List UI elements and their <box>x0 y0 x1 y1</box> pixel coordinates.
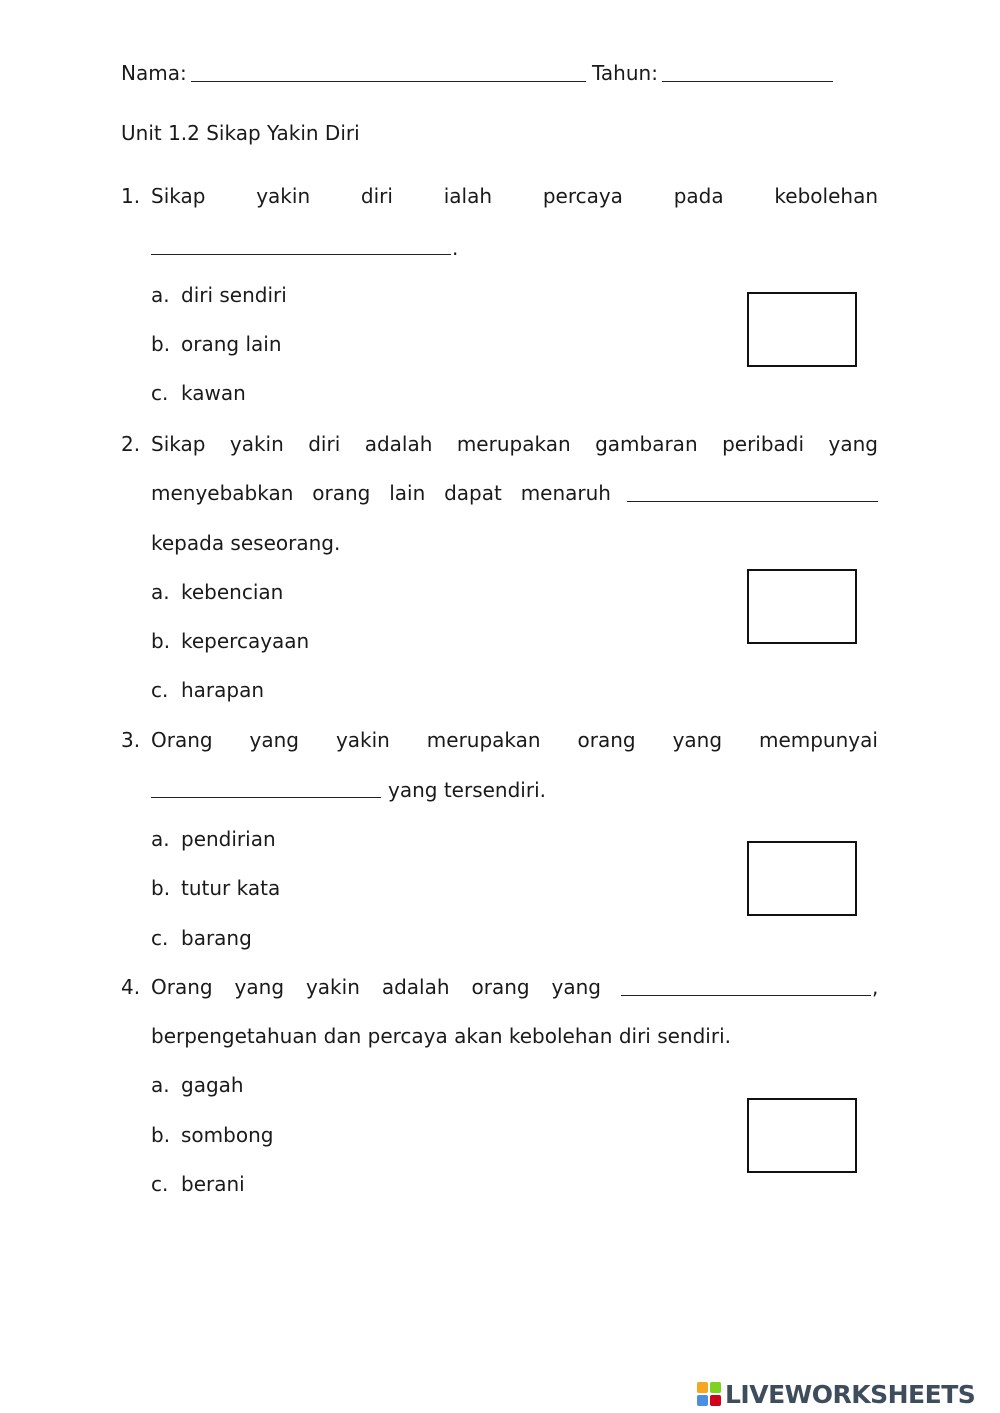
word: yang <box>672 728 723 752</box>
word: diri <box>308 432 341 456</box>
option-a: a. kebencian <box>151 580 284 604</box>
word: yakin <box>256 184 311 208</box>
name-label: Nama: <box>121 61 187 85</box>
question-4-punctuation: , <box>872 975 879 999</box>
option-b: b. kepercayaan <box>151 629 310 653</box>
word: gambaran <box>595 432 698 456</box>
question-number: 2. <box>121 432 141 456</box>
word: pada <box>673 184 724 208</box>
option-c: c. harapan <box>151 678 265 702</box>
answer-box-4[interactable] <box>747 1098 857 1173</box>
word: yang <box>828 432 878 456</box>
word: yang <box>234 975 285 999</box>
question-4-line-2: berpengetahuan dan percaya akan kebolehan diri sendiri. <box>151 1024 731 1048</box>
answer-blank-1[interactable] <box>151 254 451 255</box>
word: percaya <box>542 184 623 208</box>
answer-blank-3[interactable] <box>151 797 381 798</box>
answer-box-1[interactable] <box>747 292 857 367</box>
word: diri <box>360 184 393 208</box>
option-b: b. sombong <box>151 1123 274 1147</box>
word: adalah <box>364 432 433 456</box>
word: Sikap <box>151 432 206 456</box>
word: merupakan <box>456 432 571 456</box>
option-c: c. berani <box>151 1172 245 1196</box>
question-number: 1. <box>121 184 141 208</box>
option-c: c. kawan <box>151 381 246 405</box>
answer-blank-2[interactable] <box>627 501 878 502</box>
answer-box-2[interactable] <box>747 569 857 644</box>
question-2-line-1 <box>151 432 878 456</box>
word: orang <box>312 481 371 505</box>
word: adalah <box>381 975 450 999</box>
liveworksheets-logo-icon <box>697 1382 721 1406</box>
liveworksheets-logo-text: LIVEWORKSHEETS <box>725 1379 976 1409</box>
unit-title: Unit 1.2 Sikap Yakin Diri <box>121 121 360 145</box>
word: menaruh <box>520 481 611 505</box>
question-3-line-1 <box>151 728 878 752</box>
question-2-line-2 <box>151 481 611 505</box>
option-b: b. tutur kata <box>151 876 281 900</box>
word: Orang <box>151 728 213 752</box>
question-number: 4. <box>121 975 141 999</box>
option-a: a. pendirian <box>151 827 276 851</box>
word: yakin <box>305 975 360 999</box>
word: orang <box>577 728 636 752</box>
word: Sikap <box>151 184 206 208</box>
answer-blank-4[interactable] <box>621 995 871 996</box>
liveworksheets-logo <box>697 1379 975 1409</box>
answer-box-3[interactable] <box>747 841 857 916</box>
question-1-line-1 <box>151 184 878 208</box>
question-3-line-2: yang tersendiri. <box>388 778 546 802</box>
word: dapat <box>444 481 502 505</box>
word: lain <box>389 481 426 505</box>
word: yang <box>249 728 299 752</box>
word: orang <box>471 975 530 999</box>
word: mempunyai <box>758 728 878 752</box>
word: menyebabkan <box>151 481 294 505</box>
year-label: Tahun: <box>592 61 658 85</box>
word: yakin <box>335 728 390 752</box>
word: peribadi <box>722 432 805 456</box>
option-a: a. gagah <box>151 1073 244 1097</box>
word: kebolehan <box>774 184 878 208</box>
question-number: 3. <box>121 728 141 752</box>
word: yang <box>551 975 601 999</box>
option-b: b. orang lain <box>151 332 282 356</box>
year-blank[interactable] <box>662 81 833 82</box>
option-c: c. barang <box>151 926 252 950</box>
word: yakin <box>229 432 284 456</box>
option-a: a. diri sendiri <box>151 283 287 307</box>
word: merupakan <box>426 728 541 752</box>
word: ialah <box>443 184 493 208</box>
question-1-punctuation: . <box>452 236 459 260</box>
word: Orang <box>151 975 213 999</box>
name-blank[interactable] <box>191 81 586 82</box>
question-4-line-1 <box>151 975 601 999</box>
question-2-line-3: kepada seseorang. <box>151 531 341 555</box>
